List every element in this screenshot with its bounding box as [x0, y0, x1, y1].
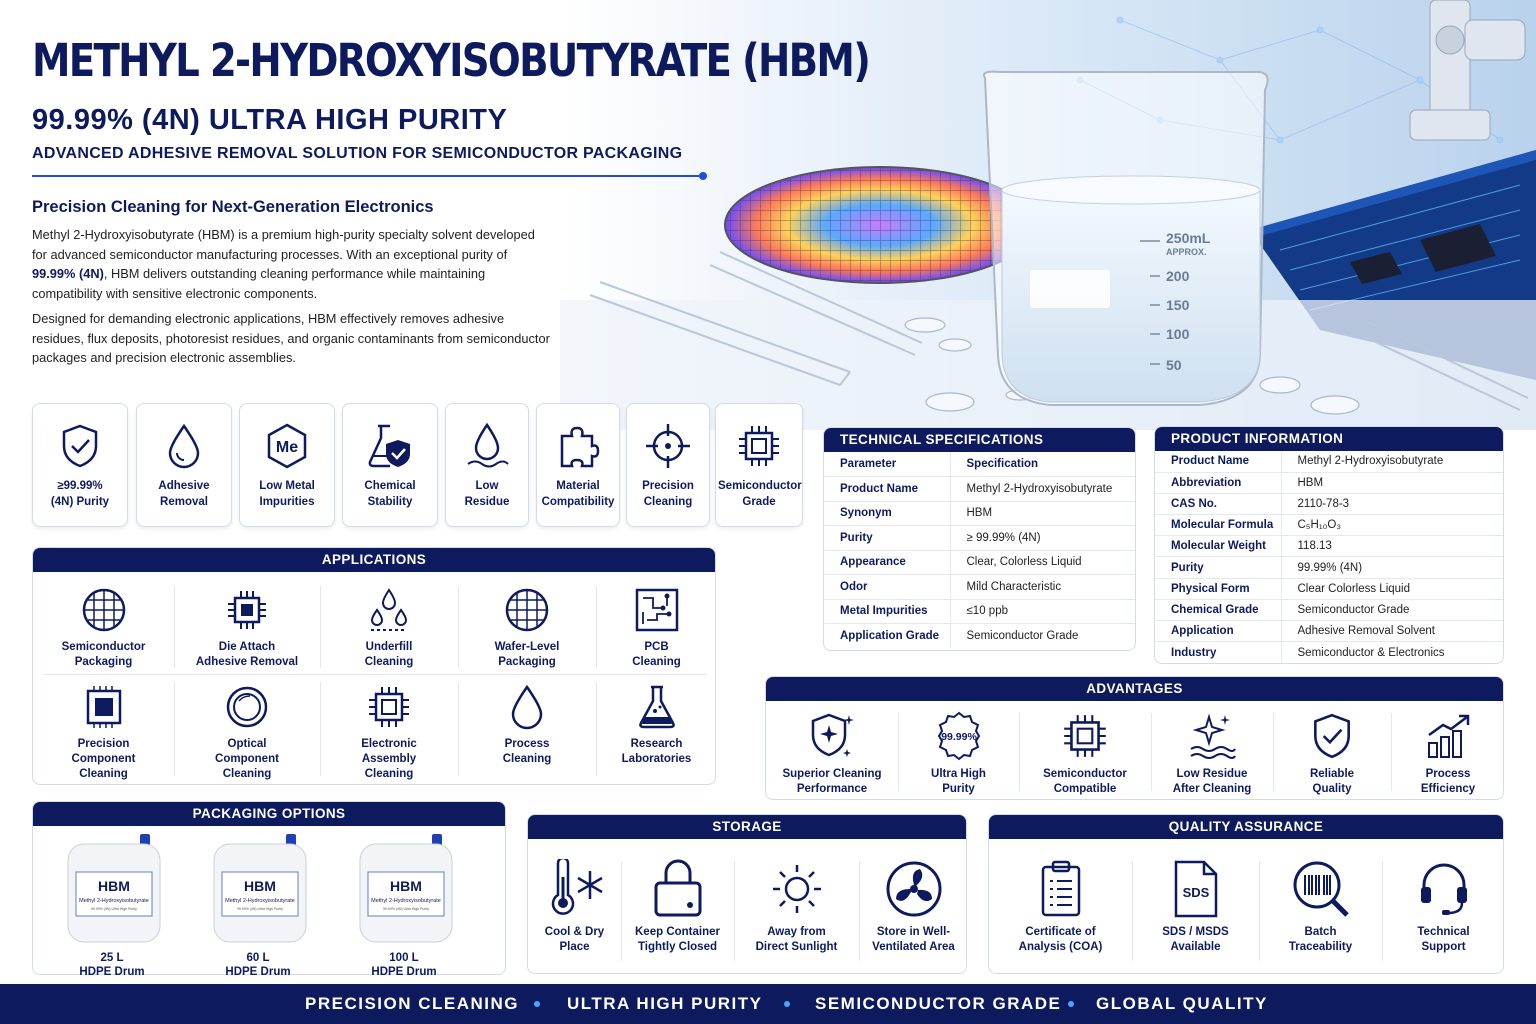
table-row: Synonym HBM [824, 501, 1135, 526]
feature-label: Material Compatibility [541, 480, 615, 508]
application-process-cleaning [458, 683, 596, 767]
feature-label: Semiconductor Grade [718, 480, 802, 508]
feature-tile-residue [445, 403, 529, 527]
feature-tile-adhesive [136, 403, 232, 527]
feature-label: Low Residue [464, 480, 510, 508]
table-row: Appearance Clear, Colorless Liquid [824, 550, 1135, 575]
application-precision-component [33, 683, 174, 782]
quality-assurance-panel [988, 814, 1504, 974]
advantage-ultra-high-purity [898, 711, 1019, 797]
product-information-table [1155, 451, 1503, 663]
packaging-options-title: PACKAGING OPTIONS [33, 802, 505, 826]
quality-label: Certificate of Analysis (COA) [1018, 926, 1103, 953]
drum-25l [62, 832, 162, 979]
feature-label: ≥99.99% (4N) Purity [50, 480, 110, 508]
storage-ventilated [859, 859, 967, 955]
product-information-title: PRODUCT INFORMATION [1155, 427, 1503, 451]
advantage-label: Low Residue After Cleaning [1172, 768, 1252, 795]
purity-subtitle: 99.99% (4N) ULTRA HIGH PURITY [32, 104, 508, 136]
table-row: Chemical Grade Semiconductor Grade [1155, 599, 1503, 620]
table-row: Molecular Formula C₅H₁₀O₃ [1155, 515, 1503, 536]
sds-document-icon [1170, 859, 1222, 919]
sun-icon [767, 859, 827, 919]
advantage-label: Ultra High Purity [931, 768, 986, 795]
silicon-wafer [725, 167, 1035, 283]
intro-heading: Precision Cleaning for Next-Generation Electronics [32, 198, 434, 216]
svg-text:HBM: HBM [390, 878, 422, 894]
component-icon [80, 683, 128, 731]
tagline: ADVANCED ADHESIVE REMOVAL SOLUTION FOR SEMICONDUCTOR PACKAGING [32, 145, 683, 162]
storage-closed-container [621, 859, 734, 955]
page-title: METHYL 2-HYDROXYISOBUTYRATE (HBM) [32, 34, 870, 87]
application-underfill [320, 586, 458, 670]
headset-icon [1416, 859, 1472, 919]
bullet-dot [1068, 1001, 1074, 1007]
application-label: PCB Cleaning [632, 641, 681, 668]
bullet-dot [534, 1001, 540, 1007]
storage-away-sunlight [734, 859, 859, 955]
drum-label: 25 L HDPE Drum [79, 952, 145, 978]
hdpe-drum-icon [208, 832, 308, 944]
storage-label: Away from Direct Sunlight [755, 926, 838, 953]
drops-icon [365, 586, 413, 634]
feature-label: Adhesive Removal [158, 480, 210, 508]
droplet-icon [503, 683, 551, 731]
svg-text:HBM: HBM [244, 878, 276, 894]
pcb-icon [633, 586, 681, 634]
feature-tile-stability [342, 403, 438, 527]
hexagon-me-icon [263, 422, 311, 470]
advantage-low-residue [1151, 711, 1273, 797]
application-semiconductor-packaging [33, 586, 174, 670]
quality-coa [989, 859, 1132, 955]
feature-label: Chemical Stability [364, 480, 416, 508]
advantage-label: Reliable Quality [1309, 768, 1355, 795]
advantage-reliable-quality [1273, 711, 1391, 797]
storage-title: STORAGE [528, 815, 966, 839]
clipboard-icon [1033, 859, 1089, 919]
quality-label: Technical Support [1417, 926, 1470, 953]
svg-text:SDS: SDS [1182, 885, 1209, 900]
crosshair-icon [644, 422, 692, 470]
quality-label: Batch Traceability [1288, 926, 1353, 953]
storage-label: Store in Well- Ventilated Area [872, 926, 955, 953]
application-label: Wafer-Level Packaging [494, 641, 560, 668]
drop-wave-icon [463, 422, 511, 470]
advantages-panel [765, 676, 1504, 800]
quality-sds [1132, 859, 1259, 955]
footer-bar [0, 984, 1536, 1024]
advantage-process-efficiency [1391, 711, 1504, 797]
footer-item: PRECISION CLEANING [305, 994, 520, 1013]
droplet-icon [160, 422, 208, 470]
drum-100l [354, 832, 454, 979]
drum-label: 100 L HDPE Drum [371, 952, 437, 978]
quality-label: SDS / MSDS Available [1162, 926, 1229, 953]
chip-icon [365, 683, 413, 731]
advantages-title: ADVANTAGES [766, 677, 1503, 701]
beaker-200-mark: 200 [1166, 268, 1190, 284]
beaker-150-mark: 150 [1166, 297, 1190, 313]
advantage-semiconductor-compatible [1019, 711, 1151, 797]
beaker [984, 72, 1268, 405]
table-row: Industry Semiconductor & Electronics [1155, 642, 1503, 663]
application-label: Die Attach Adhesive Removal [195, 641, 299, 668]
application-die-attach [174, 586, 320, 670]
intro-paragraph-2: Designed for demanding electronic applications, HBM effectively removes adhesive residues, flux deposits, photoresist residues, and organic contaminants from semiconductor packages and precision electronic assemblies. [32, 311, 550, 365]
sparkle-wave-icon [1187, 711, 1237, 761]
flask-icon [633, 683, 681, 731]
feature-tile-precision [626, 403, 710, 527]
thermometer-snow-icon [544, 859, 606, 919]
svg-text:Methyl 2-Hydroxyisobutyrate: Methyl 2-Hydroxyisobutyrate [225, 898, 295, 904]
lens-icon [223, 683, 271, 731]
application-label: Precision Component Cleaning [71, 738, 136, 780]
svg-text:99.99% (4N) Ultra High Purity: 99.99% (4N) Ultra High Purity [382, 907, 430, 911]
storage-label: Keep Container Tightly Closed [635, 926, 720, 953]
shield-sparkle-icon [807, 711, 857, 761]
title-divider [32, 175, 704, 177]
storage-panel [527, 814, 967, 974]
application-optical-component [174, 683, 320, 782]
beaker-approx-mark: APPROX. [1166, 247, 1207, 257]
bar-growth-icon [1423, 711, 1473, 761]
chip-icon [735, 422, 783, 470]
application-label: Optical Component Cleaning [215, 738, 279, 780]
svg-text:Methyl 2-Hydroxyisobutyrate: Methyl 2-Hydroxyisobutyrate [79, 898, 149, 904]
product-information-panel [1154, 426, 1504, 664]
svg-text:Methyl 2-Hydroxyisobutyrate: Methyl 2-Hydroxyisobutyrate [371, 898, 441, 904]
table-row: Purity 99.99% (4N) [1155, 557, 1503, 578]
table-row: Odor Mild Characteristic [824, 575, 1135, 600]
intro-paragraph-1: Methyl 2-Hydroxyisobutyrate (HBM) is a premium high-purity specialty solvent developed for advanced semiconductor manufacturing processes. With an exceptional purity of 99.99% (4N), HBM delivers outstanding cleaning performance while maintaining compatibility with sensitive electronic components. [32, 227, 535, 301]
footer-item: SEMICONDUCTOR GRADE [815, 994, 1062, 1013]
technical-specifications-table [824, 452, 1135, 648]
table-row: Product Name Methyl 2-Hydroxyisobutyrate [824, 477, 1135, 502]
table-header-row: Parameter Specification [824, 452, 1135, 477]
fan-icon [884, 859, 944, 919]
barcode-search-icon [1291, 859, 1351, 919]
table-row: Application Grade Semiconductor Grade [824, 624, 1135, 649]
quality-technical-support [1382, 859, 1504, 955]
table-row: Application Adhesive Removal Solvent [1155, 621, 1503, 642]
beaker-250ml-mark: 250mL [1166, 230, 1211, 246]
application-label: Process Cleaning [502, 738, 552, 765]
hdpe-drum-icon [62, 832, 162, 944]
applications-panel [32, 547, 716, 785]
feature-label: Low Metal Impurities [259, 480, 315, 508]
puzzle-icon [554, 422, 602, 470]
application-label: Semiconductor Packaging [61, 641, 146, 668]
storage-cool-dry [528, 859, 621, 955]
footer-item: ULTRA HIGH PURITY [567, 994, 763, 1013]
application-electronic-assembly [320, 683, 458, 782]
feature-tile-compatibility [536, 403, 620, 527]
application-label: Electronic Assembly Cleaning [361, 738, 417, 780]
wafer-icon [80, 586, 128, 634]
beaker-100-mark: 100 [1166, 326, 1190, 342]
table-row: CAS No. 2110-78-3 [1155, 493, 1503, 514]
advantage-label: Superior Cleaning Performance [782, 768, 882, 795]
application-label: Underfill Cleaning [364, 641, 414, 668]
chip-icon [223, 586, 271, 634]
svg-text:HBM: HBM [98, 878, 130, 894]
feature-tile-grade [715, 403, 803, 527]
table-row: Metal Impurities ≤10 ppb [824, 599, 1135, 624]
shield-check-icon [1307, 711, 1357, 761]
padlock-icon [650, 859, 706, 919]
badge-9999-icon [934, 711, 984, 761]
svg-text:99.99%: 99.99% [940, 731, 977, 743]
svg-text:99.99% (4N) Ultra High Purity: 99.99% (4N) Ultra High Purity [236, 907, 284, 911]
drum-label: 60 L HDPE Drum [225, 952, 291, 978]
application-pcb [596, 586, 716, 670]
advantage-label: Process Efficiency [1420, 768, 1476, 795]
table-row: Molecular Weight 118.13 [1155, 536, 1503, 557]
wafer-icon [503, 586, 551, 634]
table-row: Physical Form Clear Colorless Liquid [1155, 578, 1503, 599]
flask-shield-icon [364, 422, 416, 470]
feature-tile-metal [239, 403, 335, 527]
chip-icon [1060, 711, 1110, 761]
hdpe-drum-icon [354, 832, 454, 944]
drum-60l [208, 832, 308, 979]
shield-check-icon [56, 422, 104, 470]
application-research [596, 683, 716, 767]
quality-batch-traceability [1259, 859, 1382, 955]
technical-specifications-panel [823, 427, 1136, 651]
table-row: Product Name Methyl 2-Hydroxyisobutyrate [1155, 451, 1503, 472]
table-row: Abbreviation HBM [1155, 472, 1503, 493]
application-label: Research Laboratories [621, 738, 692, 765]
bullet-dot [784, 1001, 790, 1007]
beaker-50-mark: 50 [1166, 357, 1182, 373]
technical-specifications-title: TECHNICAL SPECIFICATIONS [824, 428, 1135, 452]
storage-label: Cool & Dry Place [544, 926, 605, 953]
svg-text:Me: Me [275, 439, 299, 456]
svg-text:99.99% (4N) Ultra High Purity: 99.99% (4N) Ultra High Purity [90, 907, 138, 911]
quality-assurance-title: QUALITY ASSURANCE [989, 815, 1503, 839]
applications-title: APPLICATIONS [33, 548, 715, 572]
footer-item: GLOBAL QUALITY [1096, 994, 1268, 1013]
application-wafer-level [458, 586, 596, 670]
feature-label: Precision Cleaning [642, 480, 694, 508]
table-row: Purity ≥ 99.99% (4N) [824, 526, 1135, 551]
advantage-superior-cleaning [766, 711, 898, 797]
feature-tile-purity [32, 403, 128, 527]
advantage-label: Semiconductor Compatible [1043, 768, 1127, 795]
